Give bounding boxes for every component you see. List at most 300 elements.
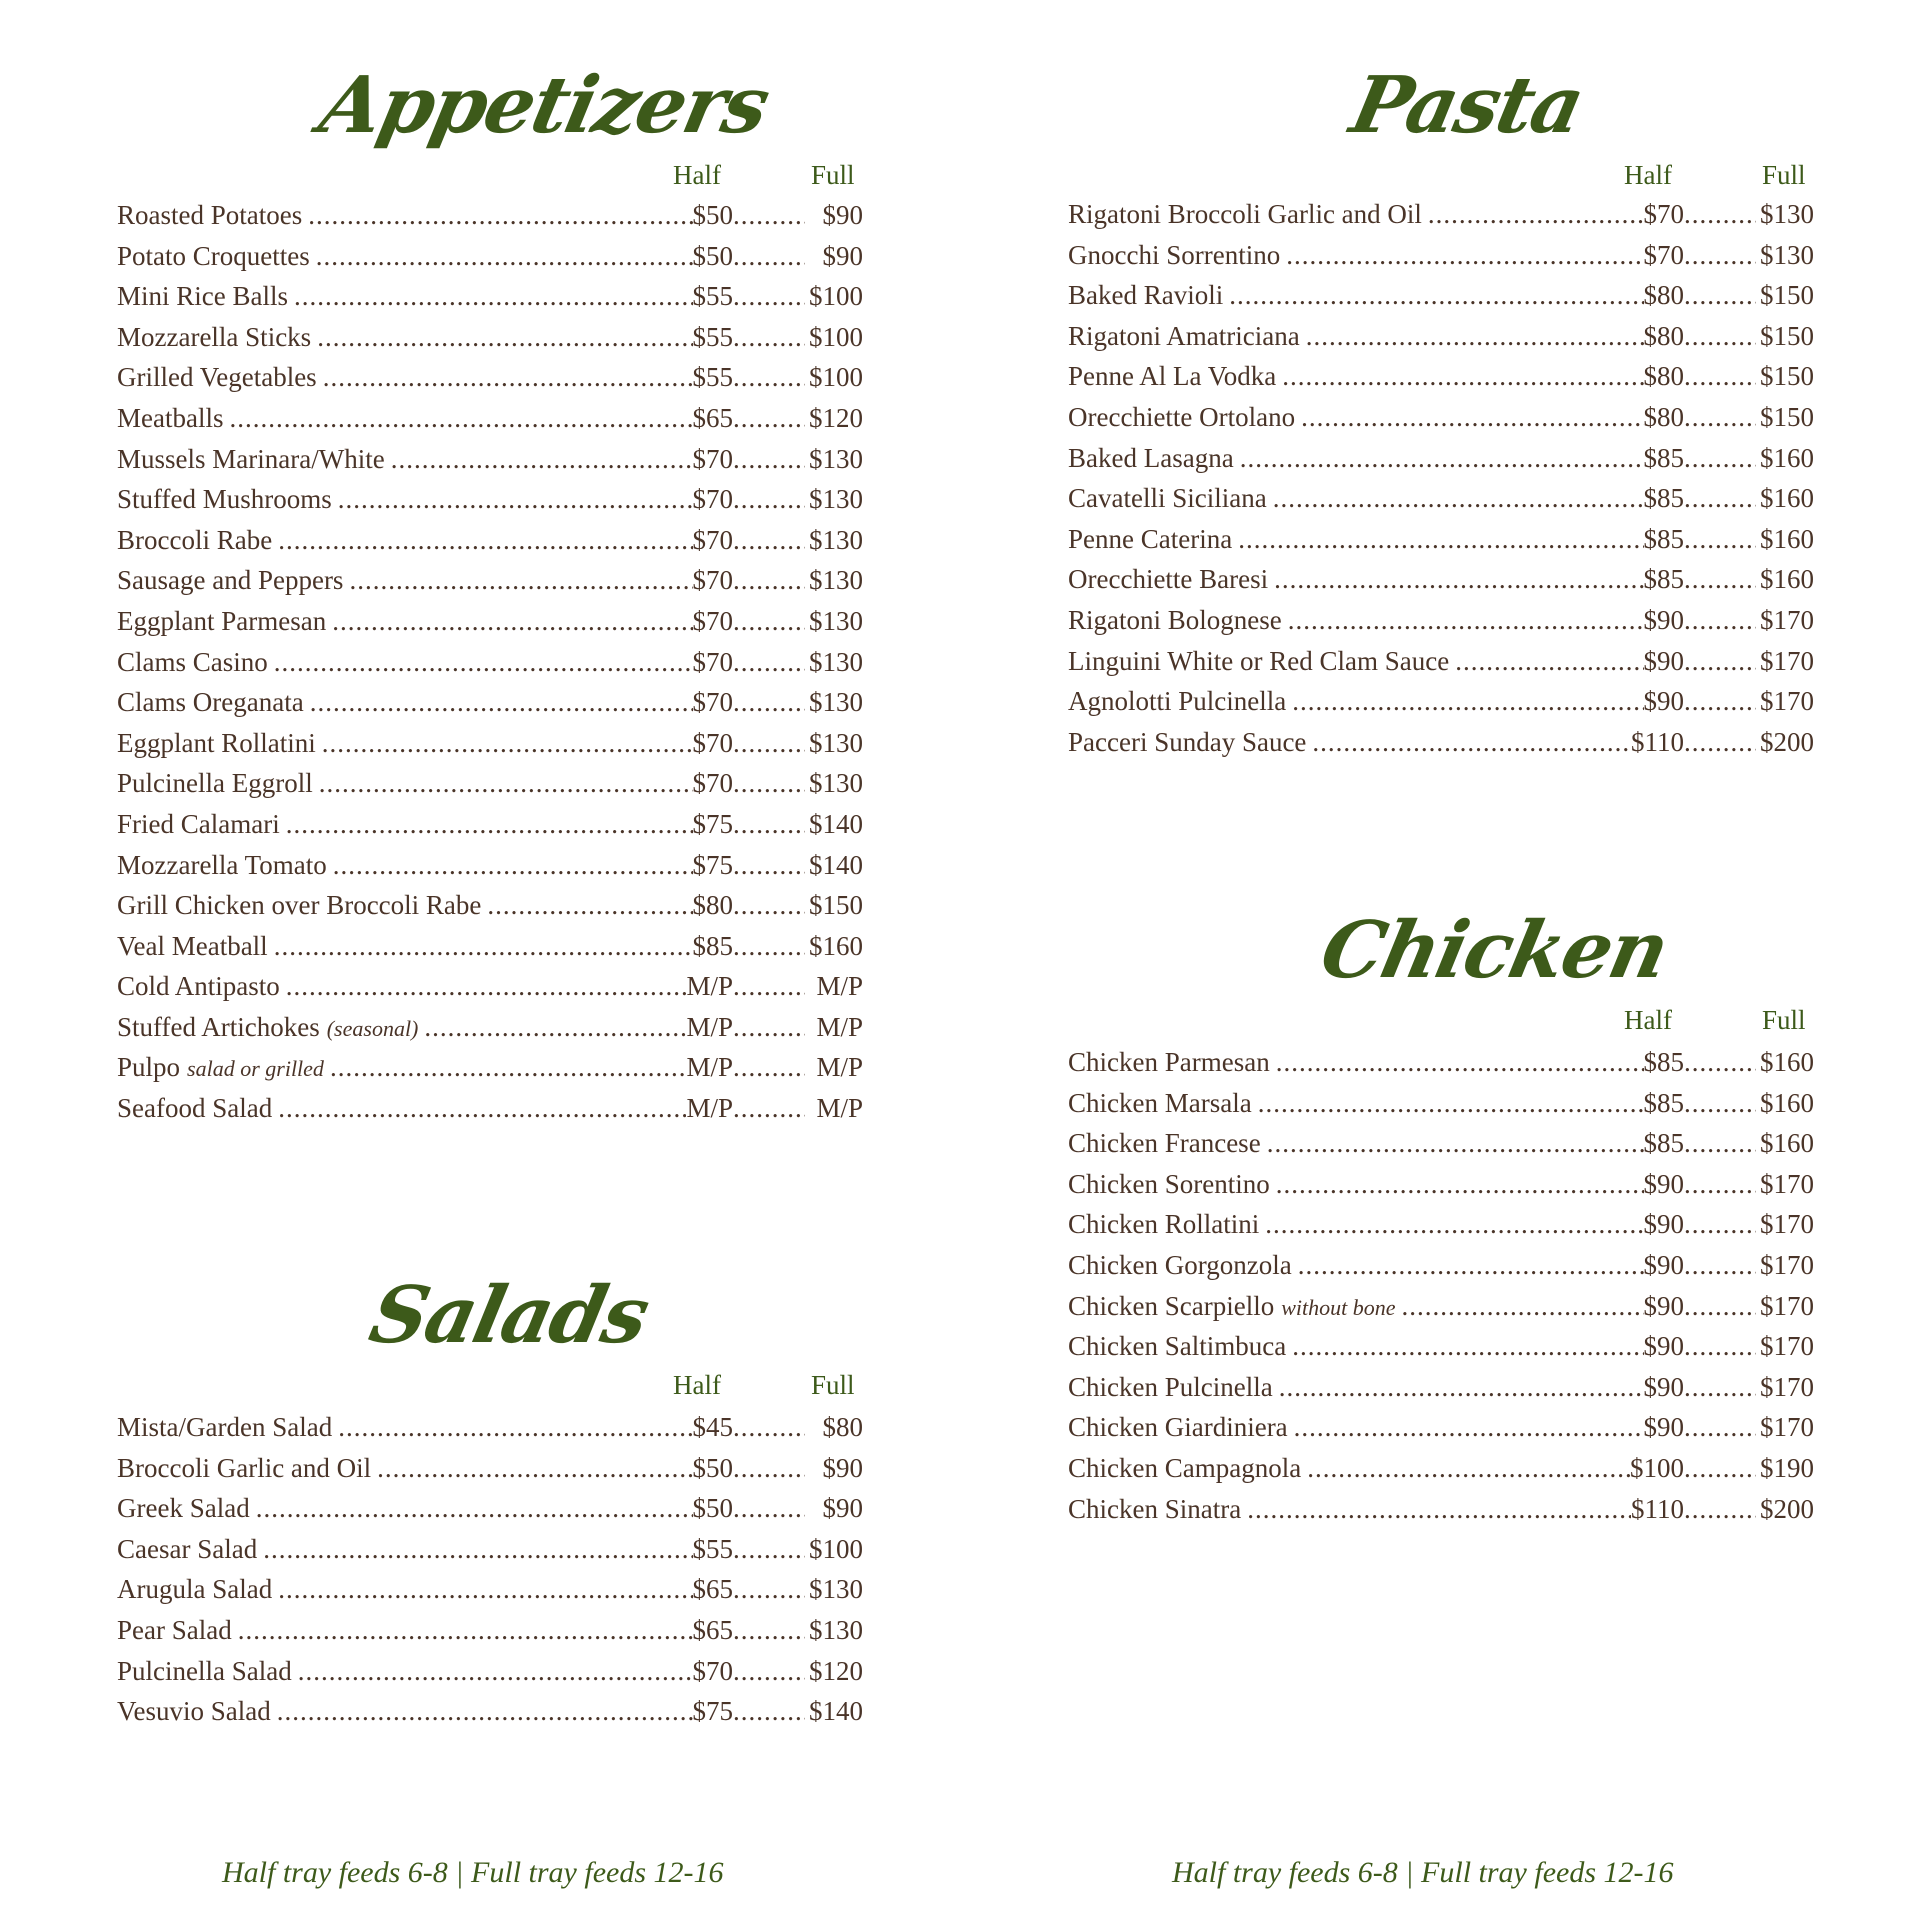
half-tray-price: $70: [692, 768, 733, 799]
menu-item-row: [117, 1448, 863, 1489]
menu-item-row: [117, 317, 863, 358]
pasta-section: [1068, 60, 1814, 780]
dot-leader: [308, 195, 692, 236]
dot-leader: [1684, 397, 1756, 438]
menu-item-row: [117, 1088, 863, 1129]
menu-item-row: [117, 1488, 863, 1529]
item-name: Chicken Saltimbuca: [1068, 1331, 1287, 1362]
dot-leader: [1684, 1123, 1756, 1164]
half-tray-price: $70: [1643, 239, 1684, 270]
full-tray-price: $100: [809, 1533, 863, 1564]
dot-leader: [733, 926, 805, 967]
menu-item-row: [117, 1569, 863, 1610]
dot-leader: [733, 479, 805, 520]
dot-leader: [1455, 641, 1643, 682]
menu-item-row: [117, 723, 863, 764]
salads-half-header: Half: [673, 1370, 721, 1400]
item-note: without bone: [1281, 1294, 1396, 1320]
dot-leader: [733, 1651, 805, 1692]
dot-leader: [278, 520, 692, 561]
dot-leader: [1274, 559, 1643, 600]
dot-leader: [733, 1691, 805, 1732]
menu-item-row: [117, 439, 863, 480]
half-tray-price: $100: [1630, 1452, 1684, 1483]
half-tray-price: $90: [1643, 1209, 1684, 1240]
item-name: Mussels Marinara/White: [117, 443, 385, 474]
item-name: Rigatoni Broccoli Garlic and Oil: [1068, 199, 1422, 229]
full-tray-price: $130: [809, 1574, 863, 1605]
dot-leader: [1684, 1407, 1756, 1448]
dot-leader: [1684, 722, 1756, 763]
dot-leader: [733, 642, 805, 683]
item-name: Baked Lasagna: [1068, 442, 1234, 473]
half-tray-price: $55: [692, 362, 733, 393]
item-name: Clams Casino: [117, 646, 268, 677]
dot-leader: [332, 601, 692, 642]
item-name: Seafood Salad: [117, 1093, 273, 1124]
full-tray-price: $130: [1760, 239, 1814, 270]
item-name: Rigatoni Bolognese: [1068, 604, 1282, 635]
dot-leader: [1276, 1164, 1644, 1205]
half-tray-price: $70: [692, 484, 733, 515]
menu-item-row: [1068, 194, 1814, 235]
menu-item-row: [117, 1407, 863, 1448]
footer-note-left: Half tray feeds 6-8 | Full tray feeds 12-16: [222, 1856, 724, 1889]
item-name: Grill Chicken over Broccoli Rabe: [117, 890, 482, 921]
full-tray-price: $130: [809, 565, 863, 596]
full-tray-price: $130: [809, 443, 863, 474]
dot-leader: [733, 1610, 805, 1651]
menu-item-row: [117, 1007, 863, 1048]
full-tray-price: $130: [809, 524, 863, 555]
menu-item-row: [1068, 235, 1814, 276]
half-tray-price: $90: [1643, 1168, 1684, 1199]
half-tray-price: $110: [1631, 1493, 1684, 1524]
item-note: (seasonal): [326, 1015, 419, 1041]
menu-item-row: [1068, 1407, 1814, 1448]
dot-leader: [319, 763, 693, 804]
dot-leader: [733, 398, 805, 439]
item-name: Mista/Garden Salad: [117, 1412, 333, 1442]
item-name: Chicken Scarpiello: [1068, 1290, 1275, 1321]
half-tray-price: $65: [692, 1574, 733, 1605]
half-tray-price: $70: [692, 646, 733, 677]
full-tray-price: $200: [1760, 1493, 1814, 1524]
half-tray-price: $55: [692, 1533, 733, 1564]
dot-leader: [733, 520, 805, 561]
full-tray-price: M/P: [816, 1093, 863, 1124]
appetizers-list: [117, 195, 863, 1129]
dot-leader: [286, 966, 687, 1007]
dot-leader: [1684, 1286, 1756, 1327]
pasta-list: [1068, 194, 1814, 762]
half-tray-price: $70: [692, 524, 733, 555]
dot-leader: [1288, 600, 1644, 641]
item-name: Grilled Vegetables: [117, 362, 317, 393]
item-name: Mozzarella Tomato: [117, 849, 327, 880]
dot-leader: [1298, 1245, 1644, 1286]
half-tray-price: $55: [692, 281, 733, 312]
item-name: Pacceri Sunday Sauce: [1068, 726, 1307, 757]
full-tray-price: $170: [1760, 1412, 1814, 1443]
half-tray-price: $75: [692, 808, 733, 839]
dot-leader: [278, 1088, 686, 1129]
menu-item-row: [1068, 519, 1814, 560]
item-name: Vesuvio Salad: [117, 1696, 271, 1727]
item-name: Chicken Gorgonzola: [1068, 1249, 1292, 1280]
full-tray-price: $170: [1760, 604, 1814, 635]
dot-leader: [1312, 722, 1631, 763]
half-tray-price: M/P: [686, 1011, 733, 1042]
dot-leader: [1265, 1204, 1643, 1245]
menu-item-row: [1068, 600, 1814, 641]
half-tray-price: $50: [692, 200, 733, 230]
salads-full-header: Full: [811, 1370, 855, 1400]
full-tray-price: $100: [809, 321, 863, 352]
dot-leader: [1684, 641, 1756, 682]
full-tray-price: $150: [809, 890, 863, 921]
full-tray-price: $170: [1760, 645, 1814, 676]
dot-leader: [1301, 397, 1643, 438]
half-tray-price: $110: [1631, 726, 1684, 757]
full-tray-price: $160: [1760, 483, 1814, 514]
full-tray-price: $170: [1760, 1371, 1814, 1402]
half-tray-price: $70: [692, 443, 733, 474]
menu-item-row: [1068, 1164, 1814, 1205]
item-name: Fried Calamari: [117, 808, 280, 839]
item-name: Pulcinella Eggroll: [117, 768, 313, 799]
full-tray-price: $160: [1760, 1087, 1814, 1118]
menu-item-row: [1068, 559, 1814, 600]
item-name: Chicken Pulcinella: [1068, 1371, 1273, 1402]
full-tray-price: $200: [1760, 726, 1814, 757]
dot-leader: [338, 1407, 692, 1448]
full-tray-price: $130: [809, 768, 863, 799]
dot-leader: [733, 560, 805, 601]
menu-item-row: [1068, 397, 1814, 438]
dot-leader: [238, 1610, 693, 1651]
item-name: Chicken Marsala: [1068, 1087, 1252, 1118]
full-tray-price: $120: [809, 1655, 863, 1686]
dot-leader: [310, 682, 693, 723]
menu-item-row: [1068, 1123, 1814, 1164]
dot-leader: [733, 195, 805, 236]
dot-leader: [1684, 519, 1756, 560]
dot-leader: [1292, 1326, 1643, 1367]
full-tray-price: $130: [809, 605, 863, 636]
item-name: Rigatoni Amatriciana: [1068, 320, 1300, 351]
menu-item-row: [117, 763, 863, 804]
full-tray-price: $130: [809, 484, 863, 515]
dot-leader: [733, 763, 805, 804]
full-tray-price: $170: [1760, 1331, 1814, 1362]
dot-leader: [1282, 356, 1643, 397]
full-tray-price: $170: [1760, 686, 1814, 717]
item-name: Potato Croquettes: [117, 240, 310, 271]
dot-leader: [229, 398, 692, 439]
half-tray-price: $65: [692, 402, 733, 433]
half-tray-price: $70: [692, 727, 733, 758]
dot-leader: [338, 479, 693, 520]
item-name: Caesar Salad: [117, 1533, 258, 1564]
menu-item-row: [1068, 1326, 1814, 1367]
half-tray-price: $90: [1643, 1371, 1684, 1402]
dot-leader: [1238, 519, 1643, 560]
full-tray-price: $170: [1760, 1209, 1814, 1240]
menu-item-row: [1068, 1083, 1814, 1124]
item-name: Baked Ravioli: [1068, 280, 1224, 311]
item-name: Mozzarella Sticks: [117, 321, 312, 352]
dot-leader: [1240, 438, 1644, 479]
full-tray-price: $100: [809, 362, 863, 393]
dot-leader: [733, 1569, 805, 1610]
dot-leader: [733, 1488, 805, 1529]
dot-leader: [286, 804, 693, 845]
menu-item-row: [1068, 1286, 1814, 1327]
full-tray-price: $130: [809, 687, 863, 718]
item-name: Chicken Sinatra: [1068, 1493, 1242, 1524]
dot-leader: [733, 236, 805, 277]
menu-item-row: [1068, 722, 1814, 763]
dot-leader: [733, 1088, 805, 1129]
item-name: Mini Rice Balls: [117, 281, 288, 312]
half-tray-price: $90: [1643, 1331, 1684, 1362]
dot-leader: [274, 926, 693, 967]
menu-item-row: [1068, 1489, 1814, 1530]
half-tray-price: $90: [1643, 604, 1684, 635]
full-tray-price: $100: [809, 281, 863, 312]
dot-leader: [1401, 1286, 1643, 1327]
half-tray-price: $65: [692, 1614, 733, 1645]
item-name: Chicken Giardiniera: [1068, 1412, 1288, 1443]
half-tray-price: M/P: [686, 971, 733, 1002]
dot-leader: [733, 317, 805, 358]
full-tray-price: $150: [1760, 401, 1814, 432]
full-tray-price: $140: [809, 1696, 863, 1727]
half-tray-price: $75: [692, 849, 733, 880]
full-tray-price: $160: [1760, 442, 1814, 473]
dot-leader: [277, 1691, 693, 1732]
full-tray-price: $170: [1760, 1290, 1814, 1321]
dot-leader: [1276, 1042, 1644, 1083]
menu-item-row: [1068, 1042, 1814, 1083]
dot-leader: [1684, 559, 1756, 600]
dot-leader: [1684, 1367, 1756, 1408]
full-tray-price: $150: [1760, 361, 1814, 392]
dot-leader: [1684, 275, 1756, 316]
pasta-half-header: Half: [1624, 160, 1672, 190]
salads-list: [117, 1407, 863, 1732]
dot-leader: [1306, 316, 1644, 357]
dot-leader: [1273, 478, 1644, 519]
item-name: Agnolotti Pulcinella: [1068, 686, 1287, 717]
menu-item-row: [1068, 681, 1814, 722]
item-note: salad or grilled: [187, 1056, 324, 1082]
menu-item-row: [117, 357, 863, 398]
dot-leader: [1294, 1407, 1644, 1448]
menu-item-row: [117, 601, 863, 642]
dot-leader: [1684, 356, 1756, 397]
dot-leader: [733, 1448, 805, 1489]
item-name: Pear Salad: [117, 1614, 232, 1645]
full-tray-price: $160: [1760, 1128, 1814, 1159]
full-tray-price: $150: [1760, 280, 1814, 311]
menu-item-row: [1068, 316, 1814, 357]
half-tray-price: $70: [692, 1655, 733, 1686]
item-name: Roasted Potatoes: [117, 200, 303, 230]
item-name: Chicken Francese: [1068, 1128, 1261, 1159]
half-tray-price: $70: [692, 605, 733, 636]
menu-item-row: [117, 560, 863, 601]
full-tray-price: $80: [822, 1412, 863, 1442]
full-tray-price: $150: [1760, 320, 1814, 351]
half-tray-price: $85: [1643, 523, 1684, 554]
chicken-section: [1068, 905, 1814, 1545]
item-name: Chicken Parmesan: [1068, 1047, 1270, 1077]
half-tray-price: $70: [1643, 199, 1684, 229]
half-tray-price: $85: [1643, 1047, 1684, 1077]
menu-item-row: [117, 1529, 863, 1570]
menu-item-row: [117, 642, 863, 683]
menu-item-row: [117, 682, 863, 723]
chicken-list: [1068, 1042, 1814, 1529]
full-tray-price: $90: [822, 240, 863, 271]
dot-leader: [733, 601, 805, 642]
dot-leader: [391, 439, 693, 480]
pasta-heading: Pasta: [1343, 60, 1591, 151]
dot-leader: [1684, 600, 1756, 641]
full-tray-price: $170: [1760, 1168, 1814, 1199]
dot-leader: [333, 845, 693, 886]
item-name: Eggplant Parmesan: [117, 605, 327, 636]
dot-leader: [263, 1529, 692, 1570]
half-tray-price: $50: [692, 1493, 733, 1524]
full-tray-price: $130: [1760, 199, 1814, 229]
item-name: Chicken Campagnola: [1068, 1452, 1302, 1483]
dot-leader: [733, 1047, 805, 1088]
full-tray-price: $160: [809, 930, 863, 961]
dot-leader: [1684, 1326, 1756, 1367]
dot-leader: [733, 357, 805, 398]
half-tray-price: $80: [1643, 280, 1684, 311]
menu-item-row: [117, 398, 863, 439]
chicken-full-header: Full: [1762, 1005, 1806, 1035]
dot-leader: [424, 1007, 686, 1048]
dot-leader: [1684, 478, 1756, 519]
full-tray-price: $130: [809, 1614, 863, 1645]
item-name: Pulcinella Salad: [117, 1655, 292, 1686]
half-tray-price: $85: [1643, 1128, 1684, 1159]
dot-leader: [377, 1448, 692, 1489]
salads-heading: Salads: [362, 1270, 656, 1361]
appetizers-heading: Appetizers: [312, 60, 776, 151]
half-tray-price: $85: [1643, 442, 1684, 473]
menu-item-row: [1068, 438, 1814, 479]
dot-leader: [733, 1407, 805, 1448]
half-tray-price: M/P: [686, 1052, 733, 1083]
half-tray-price: $75: [692, 1696, 733, 1727]
menu-item-row: [117, 195, 863, 236]
menu-item-row: [117, 926, 863, 967]
appetizers-full-header: Full: [811, 160, 855, 190]
half-tray-price: $50: [692, 1452, 733, 1483]
menu-item-row: [117, 1651, 863, 1692]
menu-item-row: [117, 885, 863, 926]
half-tray-price: $80: [1643, 320, 1684, 351]
salads-section: [117, 1270, 863, 1750]
dot-leader: [487, 885, 692, 926]
item-name: Penne Caterina: [1068, 523, 1233, 554]
half-tray-price: $85: [1643, 564, 1684, 595]
appetizers-half-header: Half: [673, 160, 721, 190]
half-tray-price: $55: [692, 321, 733, 352]
dot-leader: [294, 276, 693, 317]
item-name: Stuffed Mushrooms: [117, 484, 332, 515]
menu-item-row: [117, 966, 863, 1007]
dot-leader: [1684, 1164, 1756, 1205]
half-tray-price: $90: [1643, 645, 1684, 676]
half-tray-price: M/P: [686, 1093, 733, 1124]
dot-leader: [1428, 194, 1644, 235]
full-tray-price: M/P: [816, 1052, 863, 1083]
dot-leader: [1684, 316, 1756, 357]
dot-leader: [1267, 1123, 1644, 1164]
dot-leader: [733, 723, 805, 764]
half-tray-price: $85: [1643, 483, 1684, 514]
item-name: Broccoli Rabe: [117, 524, 273, 555]
full-tray-price: $90: [822, 1452, 863, 1483]
full-tray-price: $120: [809, 402, 863, 433]
menu-item-row: [117, 236, 863, 277]
dot-leader: [733, 966, 805, 1007]
item-name: Chicken Sorentino: [1068, 1168, 1270, 1199]
dot-leader: [1247, 1489, 1631, 1530]
item-name: Veal Meatball: [117, 930, 268, 961]
menu-item-row: [117, 276, 863, 317]
full-tray-price: $190: [1760, 1452, 1814, 1483]
menu-item-row: [1068, 641, 1814, 682]
item-name: Penne Al La Vodka: [1068, 361, 1277, 392]
full-tray-price: $170: [1760, 1249, 1814, 1280]
item-name: Eggplant Rollatini: [117, 727, 316, 758]
menu-item-row: [1068, 1204, 1814, 1245]
dot-leader: [1307, 1448, 1630, 1489]
dot-leader: [1286, 235, 1643, 276]
item-name: Chicken Rollatini: [1068, 1209, 1260, 1240]
half-tray-price: $45: [692, 1412, 733, 1442]
half-tray-price: $90: [1643, 1249, 1684, 1280]
dot-leader: [317, 317, 692, 358]
half-tray-price: $90: [1643, 1290, 1684, 1321]
dot-leader: [733, 1007, 805, 1048]
dot-leader: [323, 357, 693, 398]
dot-leader: [298, 1651, 693, 1692]
item-name: Meatballs: [117, 402, 224, 433]
item-name: Sausage and Peppers: [117, 565, 344, 596]
dot-leader: [1684, 1448, 1756, 1489]
menu-item-row: [1068, 1245, 1814, 1286]
menu-item-row: [117, 1691, 863, 1732]
dot-leader: [330, 1047, 687, 1088]
dot-leader: [1279, 1367, 1644, 1408]
menu-item-row: [1068, 478, 1814, 519]
dot-leader: [274, 642, 693, 683]
half-tray-price: $80: [1643, 361, 1684, 392]
dot-leader: [733, 1529, 805, 1570]
menu-item-row: [117, 845, 863, 886]
dot-leader: [1684, 1083, 1756, 1124]
dot-leader: [278, 1569, 692, 1610]
